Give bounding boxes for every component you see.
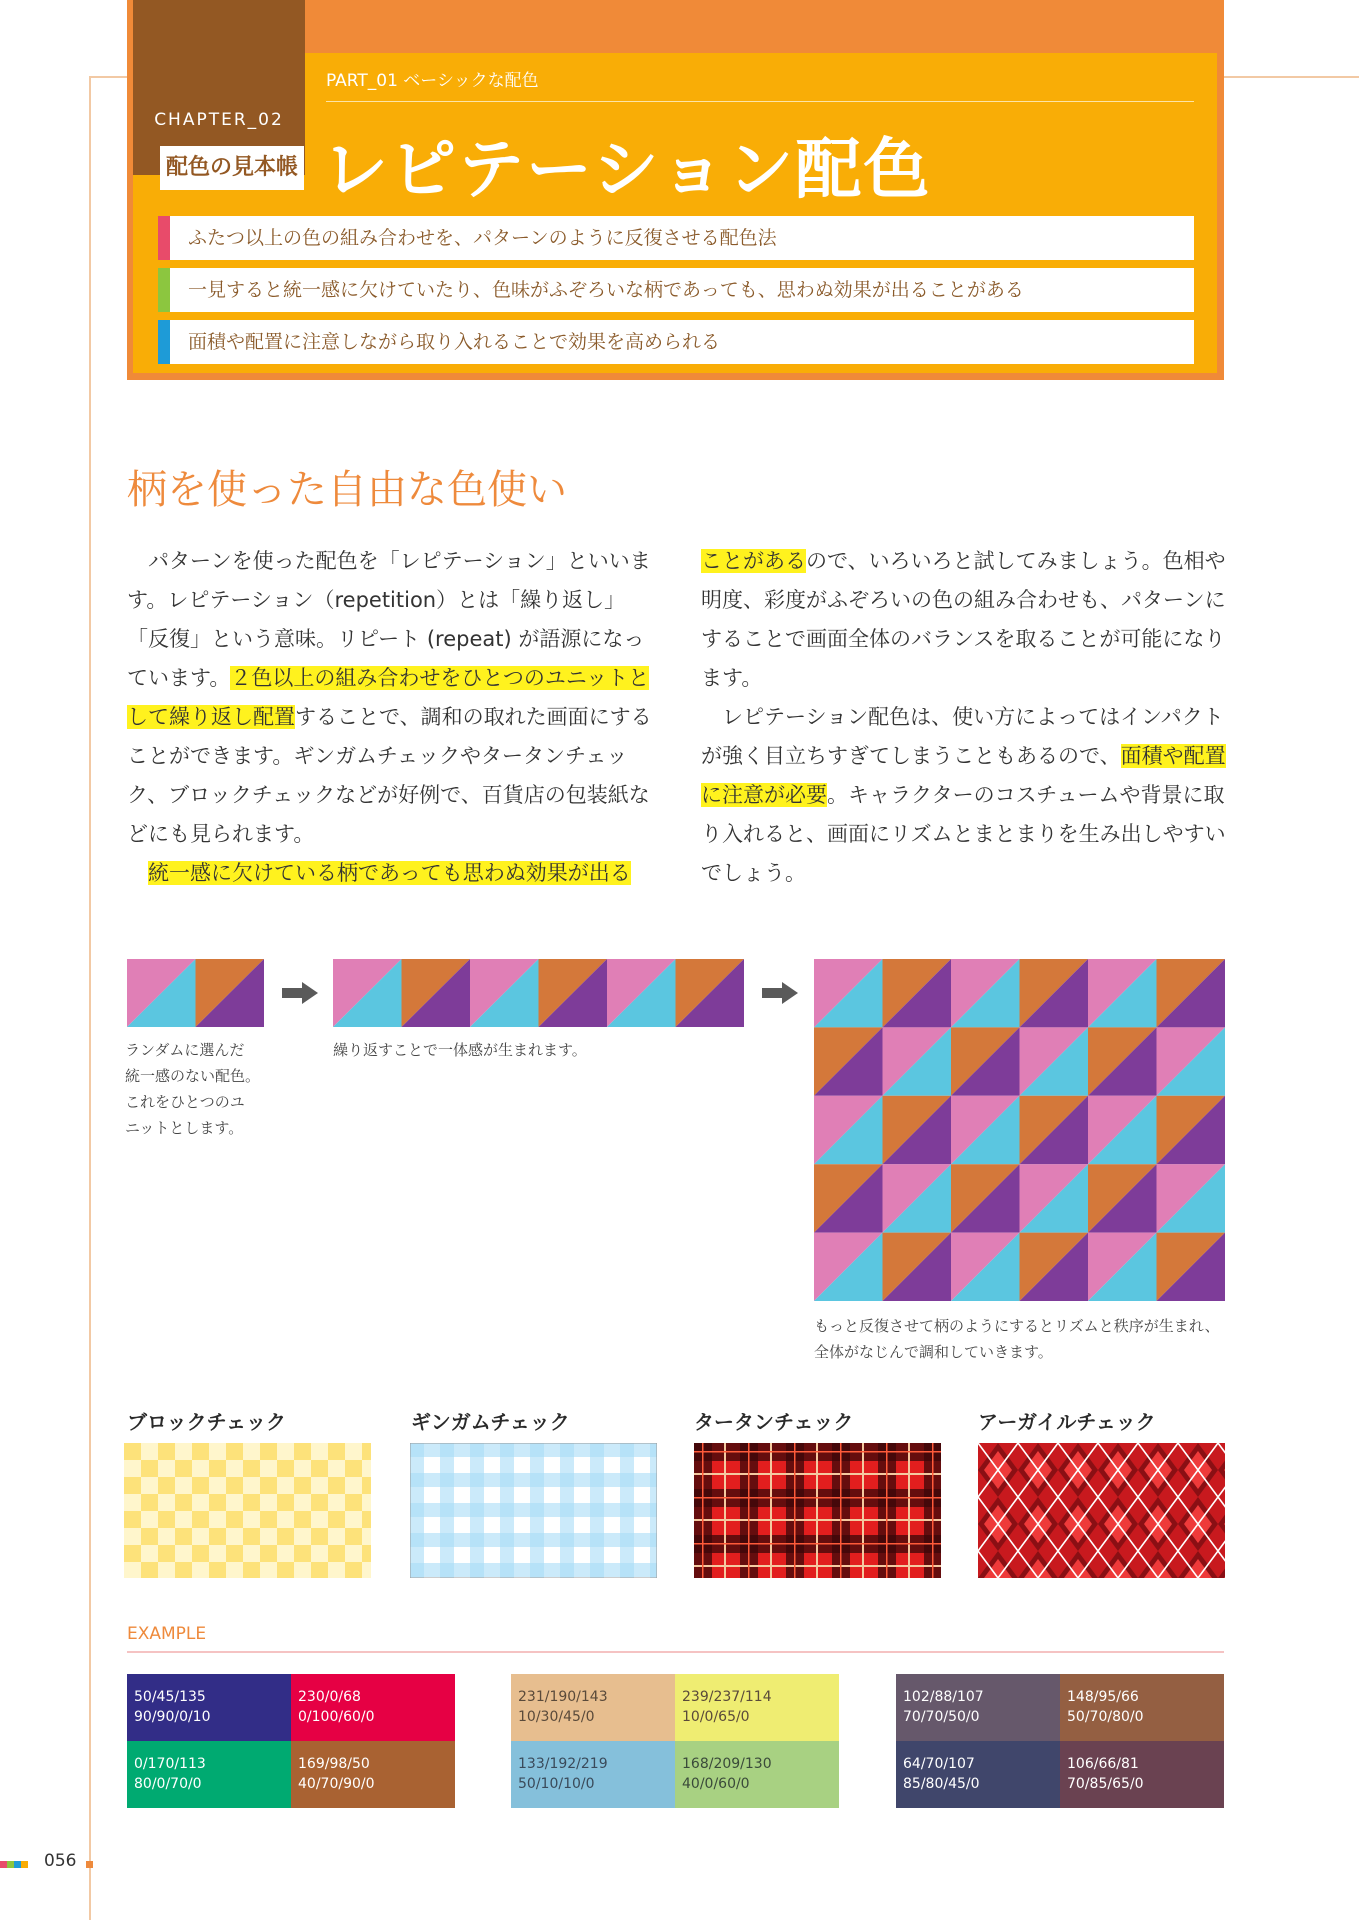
example-label: EXAMPLE [127, 1624, 207, 1644]
color-swatch [291, 1741, 455, 1808]
page-title: レピテーション配色 [322, 131, 932, 208]
rgb-value: 50/45/135 [134, 1689, 206, 1705]
gingham-check-swatch [410, 1443, 657, 1578]
page-dot [86, 1861, 93, 1868]
check-title-gingham: ギンガムチェック [411, 1410, 570, 1434]
cmyk-value: 10/0/65/0 [682, 1709, 750, 1725]
highlight-text: ２色以上の組み合わせをひとつのユニットとして繰り返し配置 [127, 666, 650, 729]
rgb-value: 168/209/130 [682, 1756, 772, 1772]
color-swatch [291, 1674, 455, 1741]
cmyk-value: 80/0/70/0 [134, 1776, 202, 1792]
body-column-right [701, 542, 1226, 893]
rgb-value: 64/70/107 [903, 1756, 975, 1772]
page-marker-icon [0, 1861, 28, 1868]
example-divider [127, 1651, 1224, 1653]
summary-point [158, 216, 1194, 260]
body-text: することで、調和の取れた画面にすることができます。ギンガムチェックやタータンチェック、ブロックチェックなどが好例で、百貨店の包装紙などにも見られます。 [127, 705, 652, 846]
body-paragraph [127, 854, 652, 893]
cmyk-value: 70/85/65/0 [1067, 1776, 1144, 1792]
caption-unit [125, 1037, 275, 1141]
cmyk-value: 70/70/50/0 [903, 1709, 980, 1725]
cmyk-value: 50/10/10/0 [518, 1776, 595, 1792]
chapter-label: CHAPTER_02 [154, 110, 284, 130]
color-swatch [1060, 1741, 1224, 1808]
cmyk-value: 0/100/60/0 [298, 1709, 375, 1725]
highlight-text: 統一感に欠けている柄であっても思わぬ効果が出る [148, 861, 631, 885]
check-title-tartan: タータンチェック [694, 1410, 854, 1434]
margin-rule [89, 76, 91, 1920]
color-swatch [675, 1741, 839, 1808]
block-check-swatch [124, 1443, 371, 1578]
summary-text: 一見すると統一感に欠けていたり、色味がふぞろいな柄であっても、思わぬ効果が出ることがある [188, 279, 1024, 301]
caption-line: ニットとします。 [125, 1119, 244, 1137]
color-swatch [896, 1674, 1060, 1741]
margin-rule-top-left [89, 76, 129, 78]
arrow-right-icon [282, 982, 318, 1004]
summary-bar [158, 320, 170, 364]
summary-point [158, 268, 1194, 312]
caption-repeat: 繰り返すことで一体感が生まれます。 [333, 1041, 587, 1059]
rgb-value: 169/98/50 [298, 1756, 370, 1772]
color-swatch [511, 1741, 675, 1808]
tartan-check-swatch [694, 1443, 941, 1578]
rgb-value: 148/95/66 [1067, 1689, 1139, 1705]
body-paragraph [701, 542, 1226, 698]
body-text: レピテーション配色は、使い方によってはインパクトが強く目立ちすぎてしまうこともあるので、 [701, 705, 1224, 768]
cmyk-value: 40/70/90/0 [298, 1776, 375, 1792]
cmyk-value: 50/70/80/0 [1067, 1709, 1144, 1725]
repeated-row-pattern [333, 959, 744, 1027]
body-text: ので、いろいろと試してみましょう。色相や明度、彩度がふぞろいの色の組み合わせも、パターンにすることで画面全体のバランスを取ることが可能になります。 [701, 549, 1226, 690]
summary-point [158, 320, 1194, 364]
rgb-value: 133/192/219 [518, 1756, 608, 1772]
argyle-check-swatch [978, 1443, 1225, 1578]
highlight-text: ことがある [701, 549, 806, 573]
caption-line: これをひとつのユ [125, 1093, 245, 1111]
body-paragraph [701, 698, 1226, 893]
body-column-left [127, 542, 652, 893]
check-title-block: ブロックチェック [127, 1410, 286, 1434]
color-swatch [511, 1674, 675, 1741]
body-paragraph [127, 542, 652, 854]
highlight-text: 面積や配置に注意が必要 [701, 744, 1226, 807]
color-swatch [127, 1674, 291, 1741]
part-divider [326, 101, 1194, 102]
summary-bar [158, 216, 170, 260]
repeated-grid-pattern [814, 959, 1225, 1301]
unit-pattern [127, 959, 264, 1027]
color-swatch [1060, 1674, 1224, 1741]
caption-line: ランダムに選んだ [125, 1041, 245, 1059]
rgb-value: 231/190/143 [518, 1689, 608, 1705]
caption-line: 統一感のない配色。 [125, 1067, 261, 1085]
body-text: 。キャラクターのコスチュームや背景に取り入れると、画面にリズムとまとまりを生み出しやすいでしょう。 [701, 783, 1226, 885]
page-number: 056 [44, 1851, 77, 1871]
cmyk-value: 40/0/60/0 [682, 1776, 750, 1792]
caption-line: もっと反復させて柄のようにするとリズムと秩序が生まれ、 [814, 1317, 1220, 1335]
color-swatch [675, 1674, 839, 1741]
book-tag: 配色の見本帳 [160, 146, 304, 190]
body-text: パターンを使った配色を「レピテーション」といいます。レピテーション（repetition）とは「繰り返し」「反復」という意味。リピート (repeat) が語源になっています。 [127, 549, 651, 690]
check-title-argyle: アーガイルチェック [978, 1410, 1156, 1434]
cmyk-value: 85/80/45/0 [903, 1776, 980, 1792]
rgb-value: 0/170/113 [134, 1756, 206, 1772]
caption-large [814, 1313, 1234, 1365]
arrow-right-icon [762, 982, 798, 1004]
section-heading: 柄を使った自由な色使い [127, 467, 567, 513]
color-swatch [127, 1741, 291, 1808]
part-label: PART_01 ベーシックな配色 [326, 71, 539, 91]
rgb-value: 230/0/68 [298, 1689, 361, 1705]
summary-bar [158, 268, 170, 312]
margin-rule-top-right [1224, 76, 1359, 78]
rgb-value: 102/88/107 [903, 1689, 984, 1705]
color-swatch [896, 1741, 1060, 1808]
rgb-value: 239/237/114 [682, 1689, 772, 1705]
cmyk-value: 10/30/45/0 [518, 1709, 595, 1725]
caption-line: 全体がなじんで調和していきます。 [814, 1343, 1053, 1361]
rgb-value: 106/66/81 [1067, 1756, 1139, 1772]
summary-text: 面積や配置に注意しながら取り入れることで効果を高められる [188, 331, 721, 353]
summary-text: ふたつ以上の色の組み合わせを、パターンのように反復させる配色法 [188, 227, 777, 249]
cmyk-value: 90/90/0/10 [134, 1709, 211, 1725]
